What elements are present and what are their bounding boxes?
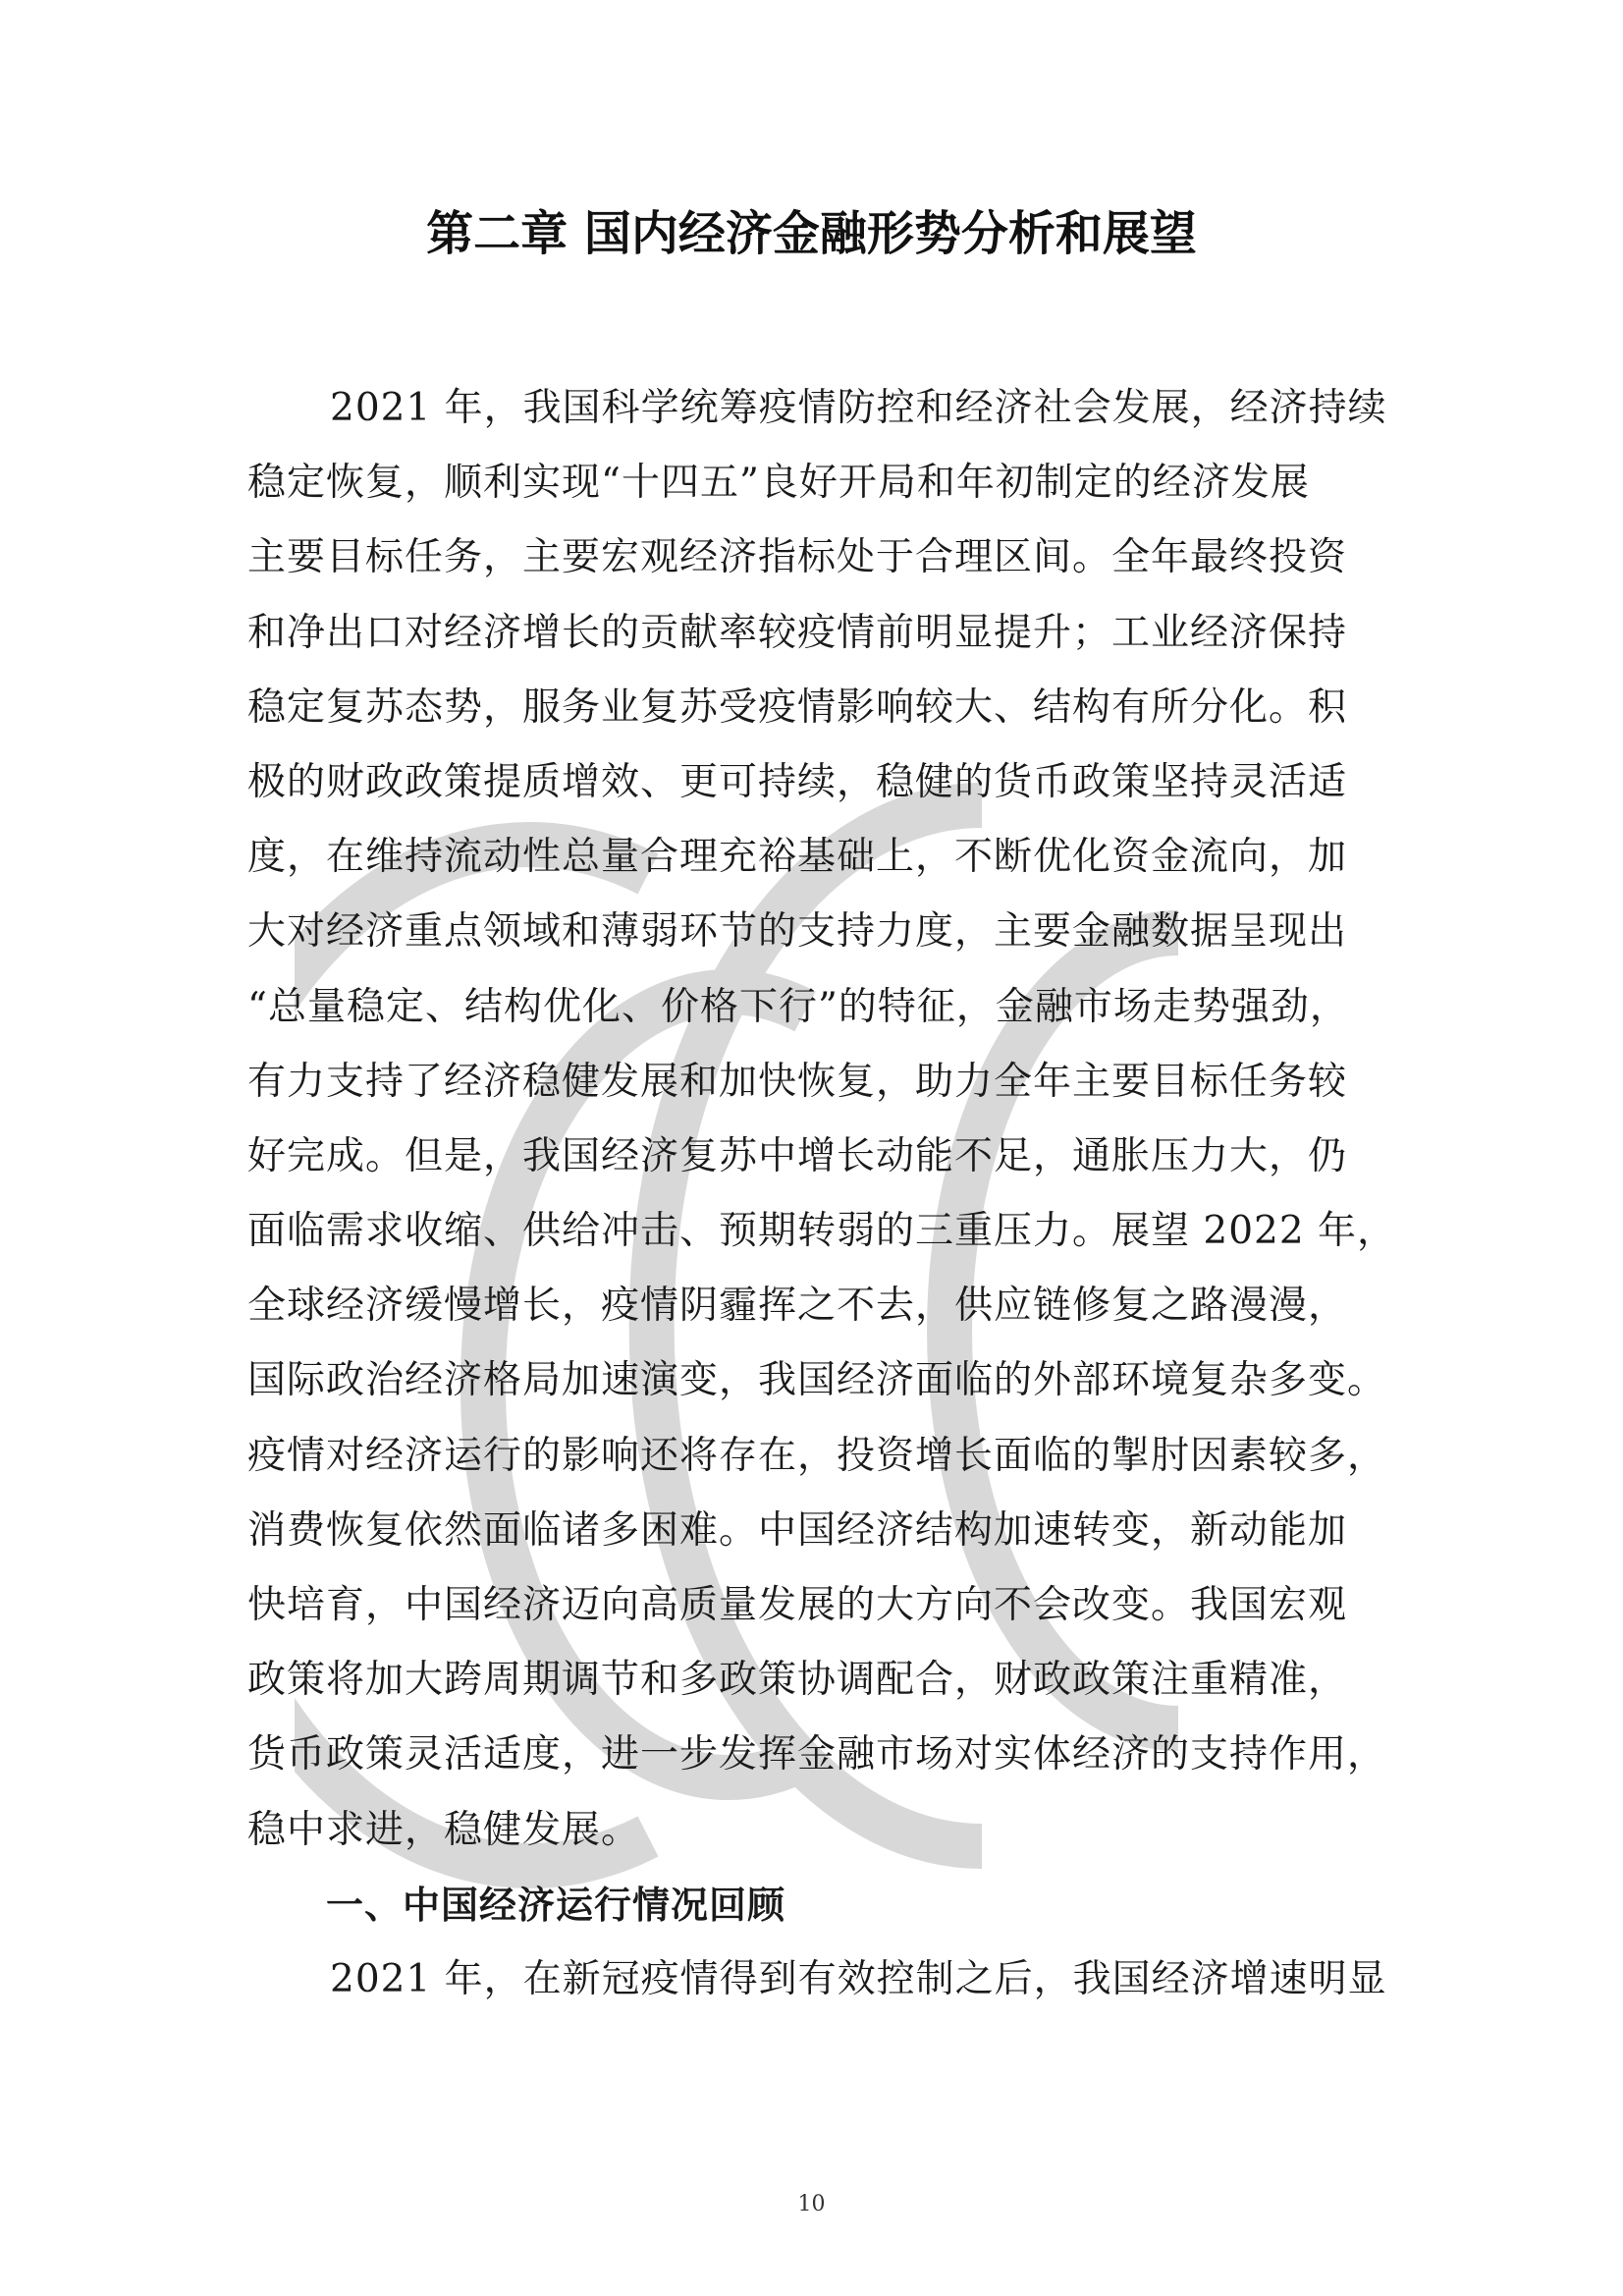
paragraph-line: 极的财政政策提质增效、更可持续，稳健的货币政策坚持灵活适 bbox=[247, 759, 1348, 804]
paragraph-line: 稳定复苏态势，服务业复苏受疫情影响较大、结构有所分化。积 bbox=[247, 684, 1348, 730]
paragraph-line: 快培育，中国经济迈向高质量发展的大方向不会改变。我国宏观 bbox=[247, 1583, 1348, 1627]
paragraph-line: 稳中求进，稳健发展。 bbox=[247, 1807, 641, 1852]
paragraph-line: 和净出口对经济增长的贡献率较疫情前明显提升；工业经济保持 bbox=[247, 610, 1348, 655]
paragraph-line: 好完成。但是，我国经济复苏中增长动能不足，通胀压力大，仍 bbox=[247, 1133, 1348, 1178]
section-heading: 一、中国经济运行情况回顾 bbox=[326, 1883, 786, 1927]
paragraph-line: 有力支持了经济稳健发展和加快恢复，助力全年主要目标任务较 bbox=[247, 1059, 1348, 1104]
paragraph-line: 货币政策灵活适度，进一步发挥金融市场对实体经济的支持作用， bbox=[247, 1732, 1387, 1777]
paragraph-line: 度，在维持流动性总量合理充裕基础上，不断优化资金流向，加 bbox=[247, 835, 1348, 880]
page-number: 10 bbox=[797, 2192, 826, 2216]
paragraph-line: 全球经济缓慢增长，疫情阴霾挥之不去，供应链修复之路漫漫， bbox=[247, 1284, 1348, 1329]
paragraph-line: 消费恢复依然面临诸多困难。中国经济结构加速转变，新动能加 bbox=[247, 1507, 1348, 1553]
paragraph-line: “总量稳定、结构优化、价格下行”的特征，金融市场走势强劲， bbox=[247, 984, 1349, 1029]
body-text bbox=[247, 371, 1397, 2017]
paragraph-line: 大对经济重点领域和薄弱环节的支持力度，主要金融数据呈现出 bbox=[247, 909, 1348, 955]
paragraph-line: 主要目标任务，主要宏观经济指标处于合理区间。全年最终投资 bbox=[247, 535, 1348, 580]
page-title: 第二章 国内经济金融形势分析和展望 bbox=[426, 206, 1197, 261]
paragraph-line: 面临需求收缩、供给冲击、预期转弱的三重压力。展望 2022 年， bbox=[247, 1209, 1397, 1254]
paragraph-line: 稳定恢复，顺利实现“十四五”良好开局和年初制定的经济发展 bbox=[247, 461, 1310, 506]
paragraph-line: 2021 年，我国科学统筹疫情防控和经济社会发展，经济持续 bbox=[330, 386, 1387, 430]
paragraph-line: 国际政治经济格局加速演变，我国经济面临的外部环境复杂多变。 bbox=[247, 1358, 1387, 1403]
paragraph-line: 2021 年，在新冠疫情得到有效控制之后，我国经济增速明显 bbox=[330, 1956, 1387, 2001]
paragraph-line: 政策将加大跨周期调节和多政策协调配合，财政政策注重精准， bbox=[247, 1658, 1348, 1703]
paragraph-line: 疫情对经济运行的影响还将存在，投资增长面临的掣肘因素较多， bbox=[247, 1433, 1387, 1478]
